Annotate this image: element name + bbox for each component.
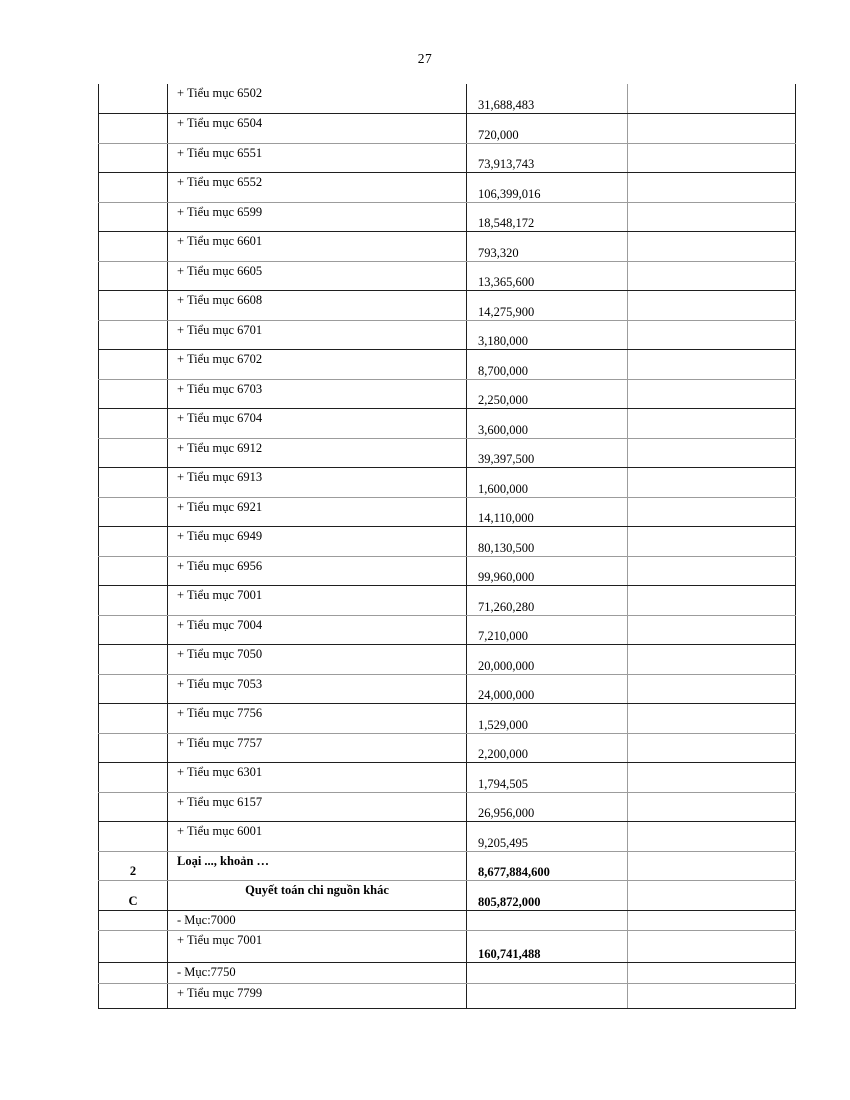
row-code [99, 962, 168, 983]
row-amount [467, 291, 628, 321]
row-amount-text: 1,529,000 [478, 717, 528, 732]
row-label [168, 320, 467, 350]
row-extra [628, 792, 796, 822]
row-label [168, 910, 467, 931]
row-label-text: + Tiểu mục 7050 [177, 647, 263, 661]
row-amount-text: 39,397,500 [478, 452, 535, 466]
row-extra [628, 851, 796, 881]
table-row [99, 409, 796, 439]
row-label [168, 379, 467, 409]
row-amount [467, 910, 628, 931]
row-extra [628, 143, 796, 173]
row-label [168, 983, 467, 1008]
row-extra [628, 962, 796, 983]
row-code [99, 763, 168, 793]
row-amount-text: 26,956,000 [478, 806, 535, 820]
table-row [99, 763, 796, 793]
row-amount-text: 1,600,000 [478, 481, 528, 496]
row-label [168, 733, 467, 763]
row-label [168, 143, 467, 173]
row-extra [628, 881, 796, 911]
row-amount [467, 674, 628, 704]
row-amount-text: 2,200,000 [478, 747, 528, 761]
row-label-text: + Tiểu mục 6605 [177, 263, 263, 278]
row-label [168, 881, 467, 911]
row-amount [467, 931, 628, 963]
row-amount-text: 80,130,500 [478, 540, 535, 555]
row-amount-text: 3,180,000 [478, 334, 528, 348]
row-label [168, 202, 467, 232]
row-amount-text: 18,548,172 [478, 216, 535, 230]
table-row [99, 350, 796, 380]
row-label [168, 468, 467, 498]
row-extra [628, 983, 796, 1008]
row-code [99, 910, 168, 931]
row-code [99, 851, 168, 881]
row-label-text: + Tiểu mục 6504 [177, 116, 263, 130]
table-row [99, 931, 796, 963]
row-amount [467, 173, 628, 203]
row-label [168, 962, 467, 983]
row-label-text: + Tiểu mục 6912 [177, 440, 263, 455]
row-extra [628, 733, 796, 763]
row-amount [467, 379, 628, 409]
table-row [99, 983, 796, 1008]
row-label [168, 291, 467, 321]
row-extra [628, 232, 796, 262]
row-extra [628, 586, 796, 616]
row-label [168, 851, 467, 881]
row-extra [628, 350, 796, 380]
row-label-text: + Tiểu mục 7756 [177, 706, 263, 720]
row-label [168, 114, 467, 144]
row-label-text: + Tiểu mục 6702 [177, 352, 263, 366]
table-row [99, 910, 796, 931]
row-label [168, 556, 467, 586]
row-label-text: + Tiểu mục 7799 [177, 985, 263, 1000]
row-label [168, 84, 467, 114]
row-code [99, 468, 168, 498]
page-number: 27 [417, 51, 433, 66]
row-amount-text: 73,913,743 [478, 157, 535, 171]
row-amount [467, 84, 628, 114]
row-label-text: + Tiểu mục 6502 [177, 86, 263, 100]
row-label-text: + Tiểu mục 6608 [177, 293, 263, 307]
row-extra [628, 556, 796, 586]
row-extra [628, 438, 796, 468]
row-label-text: + Tiểu mục 6001 [177, 824, 263, 838]
row-amount-text: 805,872,000 [478, 894, 541, 909]
row-amount-text: 14,275,900 [478, 304, 535, 319]
row-code [99, 409, 168, 439]
row-amount-text: 720,000 [478, 127, 519, 142]
table-row [99, 468, 796, 498]
row-label-text: + Tiểu mục 6704 [177, 411, 263, 425]
row-amount-text: 31,688,483 [478, 98, 535, 112]
table-row [99, 173, 796, 203]
row-amount [467, 645, 628, 675]
row-label-text: + Tiểu mục 6956 [177, 558, 263, 573]
table-row [99, 497, 796, 527]
row-label [168, 350, 467, 380]
row-extra [628, 84, 796, 114]
row-amount [467, 232, 628, 262]
row-label [168, 822, 467, 852]
row-label-text: + Tiểu mục 6599 [177, 204, 263, 219]
row-amount [467, 881, 628, 911]
table-row [99, 202, 796, 232]
row-extra [628, 910, 796, 931]
table-row [99, 438, 796, 468]
row-code [99, 261, 168, 291]
row-amount-text: 2,250,000 [478, 393, 528, 407]
row-amount [467, 202, 628, 232]
table-row [99, 792, 796, 822]
row-label [168, 173, 467, 203]
row-code [99, 202, 168, 232]
row-label-text: + Tiểu mục 6949 [177, 529, 263, 543]
row-code [99, 615, 168, 645]
row-code [99, 983, 168, 1008]
table-row [99, 232, 796, 262]
row-code [99, 114, 168, 144]
table-row [99, 556, 796, 586]
row-label [168, 586, 467, 616]
row-amount [467, 586, 628, 616]
table-row [99, 143, 796, 173]
table-row [99, 586, 796, 616]
table-row [99, 114, 796, 144]
row-code [99, 733, 168, 763]
row-label [168, 527, 467, 557]
table-body [99, 84, 796, 1008]
row-code [99, 438, 168, 468]
table-row [99, 261, 796, 291]
table-row [99, 379, 796, 409]
row-code [99, 232, 168, 262]
row-extra [628, 615, 796, 645]
row-extra [628, 763, 796, 793]
row-label-text: + Tiểu mục 7004 [177, 617, 263, 632]
table-row [99, 851, 796, 881]
budget-table [98, 84, 796, 1009]
row-label-text: + Tiểu mục 7053 [177, 676, 263, 691]
row-label [168, 409, 467, 439]
row-code [99, 143, 168, 173]
row-label [168, 674, 467, 704]
row-amount-text: 14,110,000 [478, 511, 534, 525]
row-amount-text: 793,320 [478, 245, 519, 260]
row-amount [467, 320, 628, 350]
row-extra [628, 527, 796, 557]
table-row [99, 84, 796, 114]
row-label-text: + Tiểu mục 6551 [177, 145, 263, 160]
row-extra [628, 931, 796, 963]
row-label-text: + Tiểu mục 6552 [177, 175, 263, 189]
row-amount [467, 261, 628, 291]
row-amount-text: 160,741,488 [478, 946, 541, 961]
row-amount [467, 851, 628, 881]
row-code [99, 674, 168, 704]
row-extra [628, 468, 796, 498]
row-label-text: + Tiểu mục 6301 [177, 765, 263, 779]
row-amount-text: 8,677,884,600 [478, 865, 550, 879]
table-row [99, 881, 796, 911]
row-amount [467, 983, 628, 1008]
row-amount [467, 763, 628, 793]
row-extra [628, 674, 796, 704]
row-extra [628, 409, 796, 439]
row-code [99, 84, 168, 114]
table-row [99, 320, 796, 350]
row-label [168, 438, 467, 468]
row-amount [467, 438, 628, 468]
row-code [99, 173, 168, 203]
row-code [99, 931, 168, 963]
row-code [99, 822, 168, 852]
row-label-text: + Tiểu mục 6703 [177, 381, 263, 396]
table-row [99, 733, 796, 763]
row-label-text: + Tiểu mục 7001 [177, 933, 263, 947]
table-row [99, 615, 796, 645]
row-label-text: + Tiểu mục 7001 [177, 588, 263, 602]
row-code [99, 792, 168, 822]
row-code [99, 704, 168, 734]
row-amount-text: 7,210,000 [478, 629, 528, 643]
table-row [99, 527, 796, 557]
row-amount-text: 3,600,000 [478, 422, 528, 437]
row-amount [467, 527, 628, 557]
row-amount-text: 106,399,016 [478, 186, 541, 201]
row-label [168, 615, 467, 645]
row-label [168, 931, 467, 963]
row-label-text: - Mục:7000 [177, 912, 236, 927]
row-amount [467, 822, 628, 852]
row-amount-text: 20,000,000 [478, 658, 535, 673]
row-extra [628, 379, 796, 409]
row-extra [628, 261, 796, 291]
row-label-text: + Tiểu mục 6701 [177, 322, 263, 337]
row-amount-text: 99,960,000 [478, 570, 535, 584]
row-code-text: C [128, 893, 138, 908]
row-code [99, 497, 168, 527]
row-amount-text: 24,000,000 [478, 688, 535, 702]
row-amount [467, 114, 628, 144]
row-amount [467, 962, 628, 983]
row-code [99, 291, 168, 321]
row-code [99, 320, 168, 350]
row-label [168, 704, 467, 734]
row-amount [467, 556, 628, 586]
row-code [99, 556, 168, 586]
row-amount-text: 1,794,505 [478, 776, 528, 791]
row-extra [628, 320, 796, 350]
row-code [99, 527, 168, 557]
row-code [99, 350, 168, 380]
row-amount [467, 733, 628, 763]
row-label [168, 645, 467, 675]
row-amount [467, 468, 628, 498]
row-extra [628, 291, 796, 321]
row-extra [628, 173, 796, 203]
row-extra [628, 114, 796, 144]
row-extra [628, 645, 796, 675]
row-label-text: + Tiểu mục 6601 [177, 234, 263, 248]
table-row [99, 704, 796, 734]
row-label [168, 497, 467, 527]
table-row [99, 645, 796, 675]
row-label-text: Quyết toán chi nguồn khác [245, 883, 389, 897]
row-extra [628, 704, 796, 734]
row-label [168, 232, 467, 262]
row-amount-text: 71,260,280 [478, 599, 535, 614]
row-extra [628, 202, 796, 232]
row-label-text: Loại ..., khoản … [177, 853, 270, 868]
row-code [99, 645, 168, 675]
row-amount [467, 792, 628, 822]
row-extra [628, 822, 796, 852]
row-label-text: + Tiểu mục 6913 [177, 470, 263, 484]
row-label-text: + Tiểu mục 6157 [177, 794, 263, 809]
row-amount [467, 615, 628, 645]
row-amount-text: 13,365,600 [478, 275, 535, 289]
row-label-text: - Mục:7750 [177, 964, 236, 979]
row-amount [467, 497, 628, 527]
row-amount [467, 143, 628, 173]
table-row [99, 674, 796, 704]
row-amount [467, 409, 628, 439]
row-amount-text: 8,700,000 [478, 363, 528, 378]
table-row [99, 291, 796, 321]
row-label-text: + Tiểu mục 7757 [177, 735, 263, 750]
row-code-text: 2 [129, 864, 137, 878]
row-amount [467, 350, 628, 380]
row-extra [628, 497, 796, 527]
row-amount [467, 704, 628, 734]
row-label [168, 792, 467, 822]
row-label [168, 261, 467, 291]
row-code [99, 586, 168, 616]
row-label-text: + Tiểu mục 6921 [177, 499, 263, 514]
row-code [99, 379, 168, 409]
row-label [168, 763, 467, 793]
row-code [99, 881, 168, 911]
table-row [99, 822, 796, 852]
row-amount-text: 9,205,495 [478, 835, 528, 850]
table-row [99, 962, 796, 983]
